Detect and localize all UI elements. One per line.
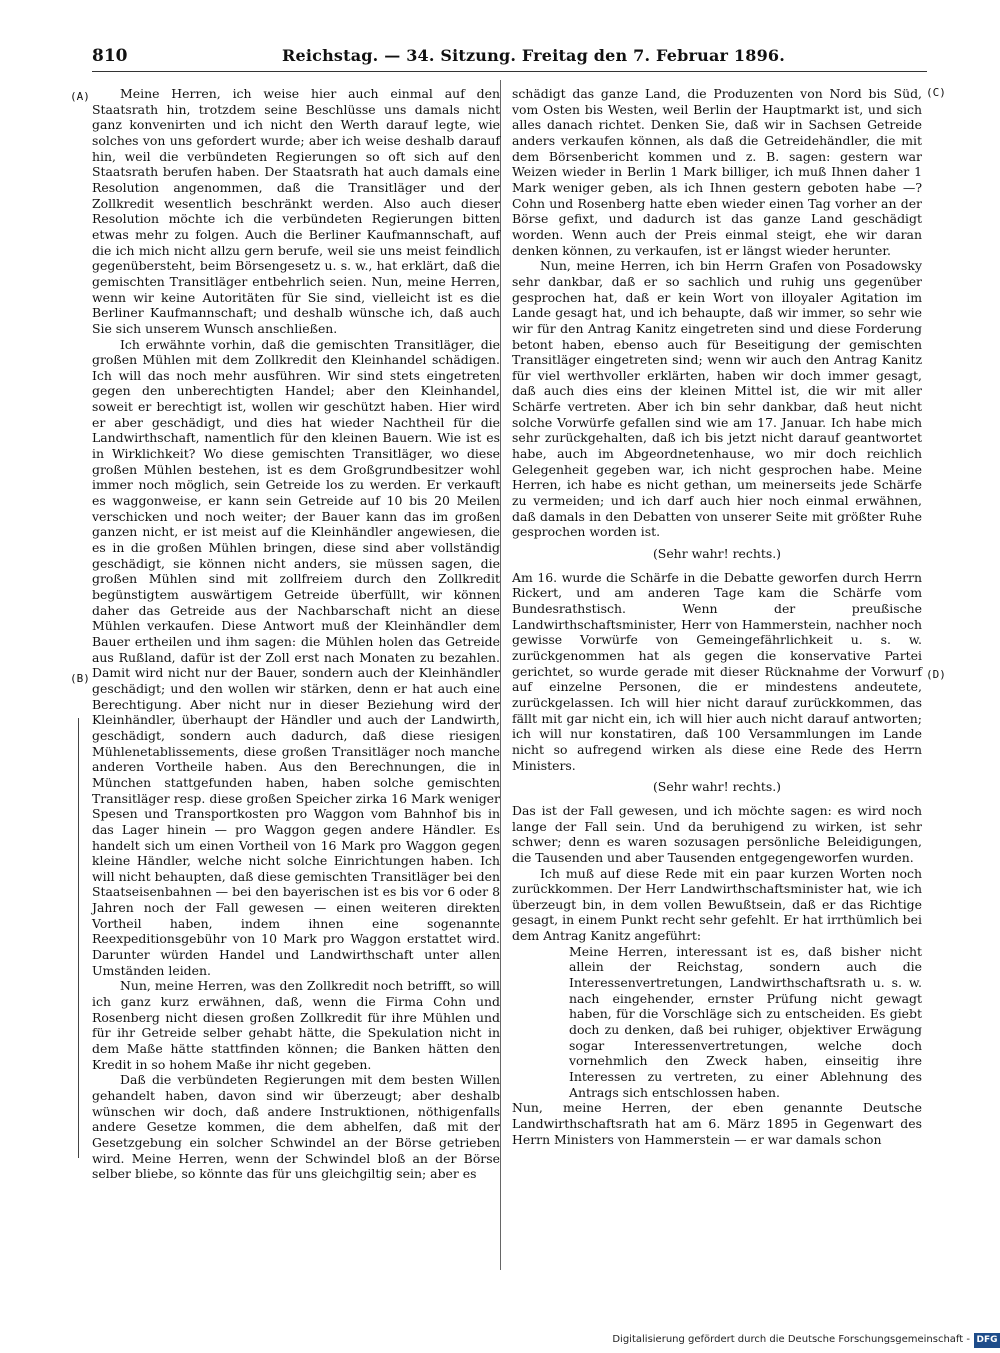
interjection: (Sehr wahr! rechts.) bbox=[652, 546, 782, 562]
paragraph: Nun, meine Herren, was den Zollkredit noch betrifft, so will ich ganz kurz erwähnen, daß, wenn die Firma Cohn und Rosenberg nicht diesen großen Zollkredit für ihre Mühlen und für ihr Getreide selber gehabt hätte, die Spekulation nicht in dem Maße hätte stattfinden können; die Banken hätten den Kredit in so hohem Maße ihr nicht gegeben. bbox=[92, 978, 500, 1072]
paragraph: Ich muß auf diese Rede mit ein paar kurzen Worten noch zurückkommen. Der Herr Landwirthschaftsminister hat, wie ich überzeugt bin, in dem vollen Bewußtsein, daß er das Richtige gesagt, in einem Punkt recht sehr gefehlt. Er hat irrthümlich bei dem Antrag Kanitz angeführt: bbox=[512, 865, 922, 944]
margin-mark-c: (C) bbox=[926, 86, 946, 99]
paragraph: Das ist der Fall gewesen, und ich möchte sagen: es wird noch lange der Fall sein. Und da beruhigend zu wirken, ist sehr schwer; denn es waren sozusagen persönliche Beleidigungen, die Tausenden und aber Tausenden entgegengeworfen wurden. bbox=[512, 802, 922, 865]
margin-mark-b: (B) bbox=[70, 672, 90, 685]
column-divider bbox=[500, 80, 501, 1270]
interjection: (Sehr wahr! rechts.) bbox=[652, 779, 782, 795]
footer-credit: Digitalisierung gefördert durch die Deutsche Forschungsgemeinschaft - bbox=[612, 1334, 970, 1345]
paragraph: Nun, meine Herren, ich bin Herrn Grafen von Posadowsky sehr dankbar, daß er so sachlich und ruhig uns gegenüber gesprochen hat, daß er kein Wort von illoyaler Agitation im Lande gesagt hat, und ich behaupte, daß wir immer, so sehr wie wir für den Antrag Kanitz eingetreten sind und diese Forderung betont haben, ebenso auch für Beseitigung der gemischten Transitläger eingetreten sind; wenn wir auch den Antrag Kanitz für viel werthvoller erklärten, haben wir doch immer gesagt, daß auch dies eins der kleinen Mittel ist, die wir mit aller Schärfe vertreten. Aber ich bin sehr dankbar, daß heut nicht solche Vorwürfe gefallen sind wie am 17. Januar. Ich habe mich sehr zurückgehalten, daß ich bis jetzt nicht darauf geantwortet habe, auch im Abgeordnetenhause, wo mir doch reichlich Gelegenheit gegeben war, ich nicht gesprochen habe. Meine Herren, ich habe es nicht gethan, um meinerseits jede Schärfe zu vermeiden; und ich darf auch hier noch einmal erwähnen, daß damals in den Debatten von unserer Seite mit größter Ruhe gesprochen worden ist. bbox=[512, 258, 922, 540]
footer bbox=[600, 1333, 1000, 1351]
left-column bbox=[92, 86, 500, 1182]
margin-side-bar bbox=[78, 718, 79, 1158]
header-rule bbox=[92, 71, 927, 72]
paragraph: Meine Herren, ich weise hier auch einmal auf den Staatsrath hin, trotzdem seine Beschlüsse uns damals nicht ganz konvenirten und ich nicht den Werth darauf legte, wie solches von uns gefordert wurde; aber ich weise deshalb darauf hin, weil die verbündeten Regierungen so oft sich auf den Staatsrath berufen haben. Der Staatsrath hat auch damals eine Resolution angenommen, daß die Transitläger und der Zollkredit wesentlich beschränkt werden. Also auch dieser Resolution möchte ich die verbündeten Regierungen bitten etwas mehr zu folgen. Auch die Berliner Kaufmannschaft, auf die ich mich nicht allzu gern berufe, weil sie uns meist feindlich gegenübersteht, beim Börsengesetz u. s. w., hat erklärt, daß die gemischten Transitläger entbehrlich seien. Nun, meine Herren, wenn wir keine Autoritäten für Sie sind, vielleicht ist es die Berliner Kaufmannschaft; und deshalb wünsche ich, daß auch Sie sich unserem Wunsch anschließen. bbox=[92, 86, 500, 336]
paragraph: Nun, meine Herren, der eben genannte Deutsche Landwirthschaftsrath hat am 6. März 1895 in Gegenwart des Herrn Ministers von Hammerstein — er war damals schon bbox=[512, 1100, 922, 1147]
margin-mark-d: (D) bbox=[926, 668, 946, 681]
quotation: Meine Herren, interessant ist es, daß bisher nicht allein der Reichstag, sondern auch die Interessenvertretungen, Landwirthschaftsrath u. s. w. nach eingehender, ernster Prüfung nicht gewagt haben, für die Vorschläge sich zu entscheiden. Es giebt doch zu denken, daß bei ruhiger, objektiver Erwägung sogar Interessenvertretungen, welche doch vornehmlich den Zweck haben, einseitig ihre Interessen zu vertreten, zu einer Ablehnung des Antrags sich entschlossen haben. bbox=[569, 943, 922, 1100]
page-number: 810 bbox=[92, 46, 128, 66]
paragraph: schädigt das ganze Land, die Produzenten von Nord bis Süd, vom Osten bis Westen, weil Berlin der Hauptmarkt ist, und sich alles danach richtet. Denken Sie, daß wir in Sachsen Getreide anders verkaufen können, als daß die Getreidehändler, die mit dem Börsenbericht kommen und z. B. sagen: gestern war Weizen wieder in Berlin 1 Mark billiger, ich muß Ihnen daher 1 Mark weniger geben, als ich Ihnen gestern geboten habe —? Cohn und Rosenberg hatte eben wieder einen Tag vorher an der Börse gefixt, und dadurch ist das ganze Land geschädigt worden. Wenn auch der Preis einmal steigt, ehe wir daran denken können, zu verkaufen, ist er längst wieder herunter. bbox=[512, 86, 922, 258]
page-header bbox=[92, 46, 927, 68]
paragraph: Ich erwähnte vorhin, daß die gemischten Transitläger, die großen Mühlen mit dem Zollkredit den Kleinhandel schädigen. Ich will das noch mehr ausführen. Wir sind stets eingetreten gegen den unberechtigten Handel; aber den Kleinhandel, soweit er berechtigt ist, wollen wir geschützt haben. Hier wird er aber geschädigt, und dies hat wieder Nachtheil für die Landwirthschaft, namentlich für den kleinen Bauern. Wie ist es in Wirklichkeit? Wo diese gemischten Transitläger, wo diese großen Mühlen bestehen, ist es dem Großgrundbesitzer wohl immer noch möglich, sein Getreide los zu werden. Er verkauft es waggonweise, er kann sein Getreide auf 10 bis 20 Meilen verschicken und noch weiter; der Bauer kann das im großen ganzen nicht, er ist meist auf die Kleinhändler angewiesen, die es in die großen Mühlen bringen, diese sind aber vollständig geschädigt, sie können nicht anders, sie müssen sagen, die großen Mühlen sind mit zollfreiem durch den Zollkredit begünstigtem auswärtigem Getreide überfüllt, wir können daher das Getreide aus der Nachbarschaft nicht an diese Mühlen verkaufen. Diese Antwort muß der Kleinhändler dem Bauer ertheilen und ihm sagen: die Mühlen holen das Getreide aus Rußland, dafür ist der Zoll erst nach Monaten zu bezahlen. Damit wird nicht nur der Bauer, sondern auch der Kleinhändler geschädigt; und den wollen wir stärken, denn er hat auch eine Berechtigung. Aber nicht nur in dieser Beziehung wird der Kleinhändler, überhaupt der Händler und auch der Landwirth, geschädigt, sondern auch dadurch, daß diese riesigen Mühlenetablissements, diese großen Transitläger noch manche anderen Vortheile haben. Aus den Berechnungen, die in München stattgefunden haben, haben solche gemischten Transitläger resp. diese großen Speicher zirka 16 Mark weniger Spesen und Transportkosten pro Waggon vom Bahnhof bis in das Lager hinein — pro Waggon gegen andere Händler. Es handelt sich um einen Vortheil von 16 Mark pro Waggon gegen kleine Händler, welche nicht solche Einrichtungen haben. Ich will nicht behaupten, daß diese gemischten Transitläger bei den Staatseisenbahnen — bei den bayerischen ist es bis vor 6 oder 8 Jahren noch der Fall gewesen — einen weiteren direkten Vortheil haben, indem ihnen eine sogenannte Reexpeditionsgebühr von 10 Mark pro Waggon erstattet wird. Darunter würden Handel und Landwirthschaft unter allen Umständen leiden. bbox=[92, 336, 500, 978]
dfg-logo-icon: DFG bbox=[974, 1333, 1000, 1348]
paragraph: Daß die verbündeten Regierungen mit dem besten Willen gehandelt haben, davon sind wir überzeugt; aber deshalb wünschen wir doch, daß andere Instruktionen, nöthigenfalls andere Gesetze kommen, die dem abhelfen, daß mit der Gesetzgebung ein solcher Schwindel an der Börse getrieben wird. Meine Herren, wenn der Schwindel bloß an der Börse selber bliebe, so könnte das für uns gleichgiltig sein; aber es bbox=[92, 1072, 500, 1182]
margin-mark-a: (A) bbox=[70, 90, 90, 103]
running-title: Reichstag. — 34. Sitzung. Freitag den 7. Februar 1896. bbox=[282, 46, 786, 65]
paragraph: Am 16. wurde die Schärfe in die Debatte geworfen durch Herrn Rickert, und am anderen Tage kam die Schärfe vom Bundesrathstisch. Wenn der preußische Landwirthschaftsminister, Herr von Hammerstein, nachher noch gewisse Vorwürfe von Gemeingefährlichkeit u. s. w. zurückgenommen hat als gegen die konservative Partei gerichtet, so wurde gerade mit dieser Rücknahme der Vorwurf auf einzelne Personen, die er mindestens andeutete, zurückgelassen. Ich will hier nicht darauf zurückkommen, das fällt mit gar nicht ein, ich will hier auch nicht darauf antworten; ich will nur konstatiren, daß 100 Versammlungen im Lande nicht so aufregend wirken als diese eine Rede des Herrn Ministers. bbox=[512, 569, 922, 773]
right-column bbox=[512, 86, 922, 1147]
